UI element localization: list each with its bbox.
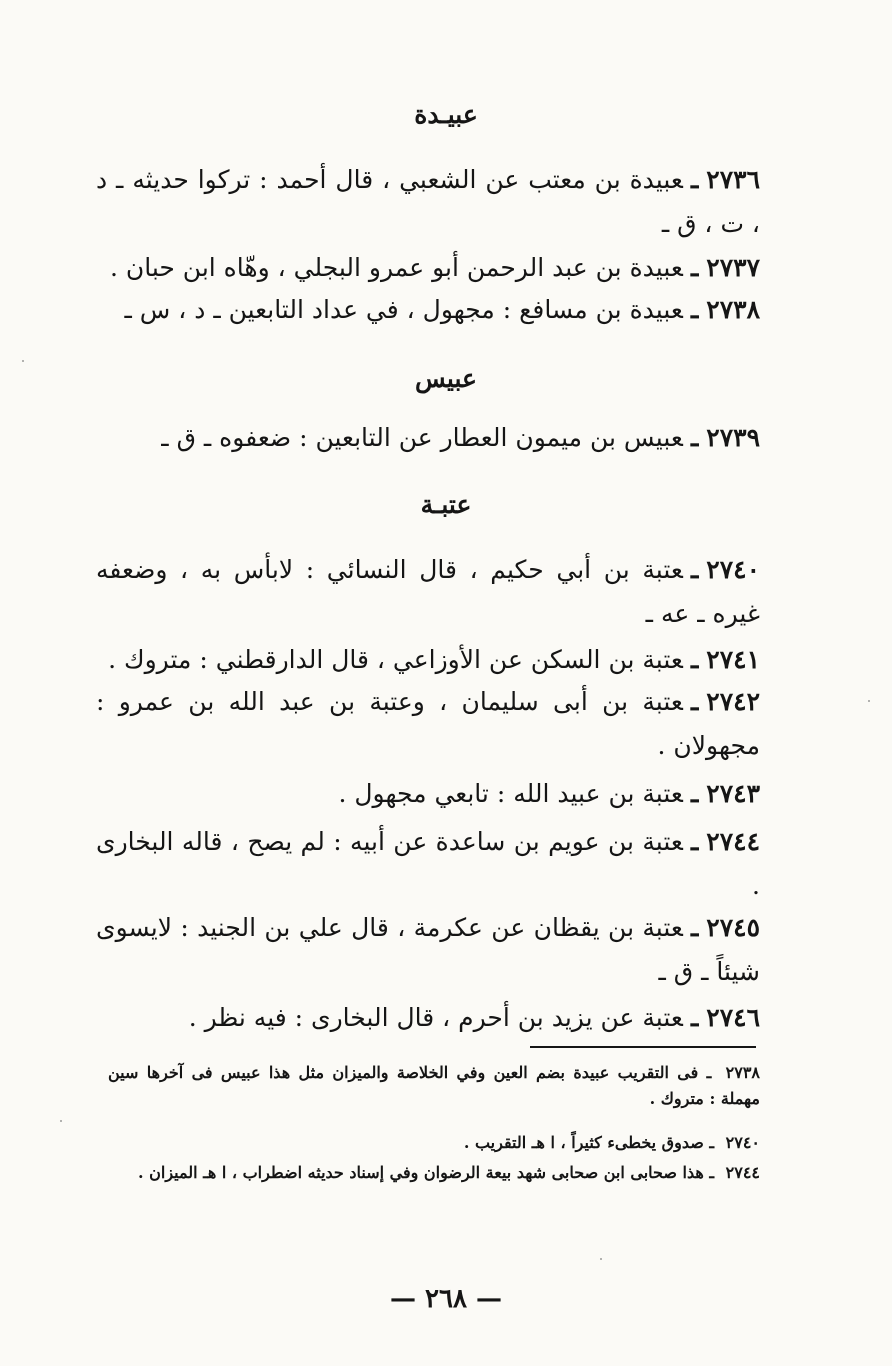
entry-number: ٢٧٤٣ xyxy=(706,779,760,808)
scan-speck xyxy=(868,700,870,702)
section-heading-ubays: عبيس xyxy=(415,364,477,393)
entry-text: عبيدة بن معتب عن الشعبي ، قال أحمد : تركوا حديثه ـ د ، ت ، ق ـ xyxy=(96,165,760,238)
entry-2742: ٢٧٤٢ـعتبة بن أبى سليمان ، وعتبة بن عبد الله بن عمرو : مجهولان . xyxy=(96,687,760,760)
entry-number: ٢٧٤٤ xyxy=(706,827,760,856)
entry-2737: ٢٧٣٧ـعبيدة بن عبد الرحمن أبو عمرو البجلي ، وهّاه ابن حبان . xyxy=(109,253,760,282)
footnote-2740: ٢٧٤٠ ـ صدوق يخطىء كثيراً ، ا هـ التقريب . xyxy=(463,1133,760,1152)
entry-text: عتبة بن يقظان عن عكرمة ، قال علي بن الجنيد : لايسوى شيئاً ـ ق ـ xyxy=(96,913,760,986)
footnote-separator xyxy=(530,1046,756,1048)
entry-number: ٢٧٤٥ xyxy=(706,913,760,942)
entry-2736: ٢٧٣٦ـعبيدة بن معتب عن الشعبي ، قال أحمد : تركوا حديثه ـ د ، ت ، ق ـ xyxy=(96,165,760,238)
entry-text: عتبة بن عبيد الله : تابعي مجهول . xyxy=(338,779,683,808)
entry-2743: ٢٧٤٣ـعتبة بن عبيد الله : تابعي مجهول . xyxy=(338,779,760,808)
entry-2738: ٢٧٣٨ـعبيدة بن مسافع : مجهول ، في عداد التابعين ـ د ، س ـ xyxy=(124,295,760,324)
footnote-number: ٢٧٣٨ xyxy=(725,1063,761,1082)
entry-2744: ٢٧٤٤ـعتبة بن عويم بن ساعدة عن أبيه : لم يصح ، قاله البخارى . xyxy=(96,827,760,900)
footnote-text: هذا صحابى ابن صحابى شهد بيعة الرضوان وفي إسناد حديثه اضطراب ، ا هـ الميزان . xyxy=(138,1163,704,1182)
section-heading-ubayda: عبيـدة xyxy=(414,100,478,129)
entry-number: ٢٧٣٦ xyxy=(706,165,760,194)
footnote-number: ٢٧٤٠ xyxy=(725,1133,760,1152)
entry-text: عبيس بن ميمون العطار عن التابعين : ضعفوه ـ ق ـ xyxy=(161,423,683,452)
scan-speck xyxy=(60,1120,62,1122)
entry-number: ٢٧٣٨ xyxy=(706,295,760,324)
footnote-text: صدوق يخطىء كثيراً ، ا هـ التقريب . xyxy=(463,1133,704,1152)
footnote-2738: ٢٧٣٨ ـ فى التقريب عبيدة بضم العين وفي الخلاصة والميزان مثل هذا عبيس فى آخرها سين مهملة : متروك . xyxy=(108,1063,761,1108)
entry-number: ٢٧٤٠ xyxy=(706,555,760,584)
entry-2741: ٢٧٤١ـعتبة بن السكن عن الأوزاعي ، قال الدارقطني : متروك . xyxy=(108,645,760,674)
scan-speck xyxy=(22,360,24,362)
entry-text: عبيدة بن عبد الرحمن أبو عمرو البجلي ، وهّاه ابن حبان . xyxy=(109,253,683,282)
footnote-2744: ٢٧٤٤ ـ هذا صحابى ابن صحابى شهد بيعة الرضوان وفي إسناد حديثه اضطراب ، ا هـ الميزان . xyxy=(138,1163,760,1182)
entry-number: ٢٧٤٢ xyxy=(706,687,760,716)
section-heading-utba: عتبـة xyxy=(420,490,472,519)
entry-2740: ٢٧٤٠ـعتبة بن أبي حكيم ، قال النسائي : لابأس به ، وضعفه غيره ـ عه ـ xyxy=(96,555,760,628)
entry-number: ٢٧٤٦ xyxy=(706,1003,760,1032)
entry-text: عتبة بن أبى سليمان ، وعتبة بن عبد الله بن عمرو : مجهولان . xyxy=(96,687,760,760)
entry-text: عبيدة بن مسافع : مجهول ، في عداد التابعين ـ د ، س ـ xyxy=(124,295,683,324)
entry-2746: ٢٧٤٦ـعتبة عن يزيد بن أحرم ، قال البخارى : فيه نظر . xyxy=(188,1003,760,1032)
entry-number: ٢٧٣٧ xyxy=(706,253,760,282)
entry-text: عتبة بن أبي حكيم ، قال النسائي : لابأس به ، وضعفه غيره ـ عه ـ xyxy=(96,555,760,628)
entry-text: عتبة عن يزيد بن أحرم ، قال البخارى : فيه نظر . xyxy=(188,1003,683,1032)
entry-2745: ٢٧٤٥ـعتبة بن يقظان عن عكرمة ، قال علي بن الجنيد : لايسوى شيئاً ـ ق ـ xyxy=(96,913,760,986)
entry-text: عتبة بن عويم بن ساعدة عن أبيه : لم يصح ، قاله البخارى . xyxy=(96,827,760,900)
scan-speck xyxy=(600,1258,602,1260)
page-number: — ٢٦٨ — xyxy=(389,1284,503,1314)
entry-number: ٢٧٤١ xyxy=(706,645,760,674)
footnote-number: ٢٧٤٤ xyxy=(725,1163,760,1182)
entry-number: ٢٧٣٩ xyxy=(706,423,760,452)
entry-text: عتبة بن السكن عن الأوزاعي ، قال الدارقطني : متروك . xyxy=(108,645,683,674)
footnote-text: فى التقريب عبيدة بضم العين وفي الخلاصة والميزان مثل هذا عبيس فى آخرها سين مهملة : متروك . xyxy=(108,1063,760,1108)
entry-2739: ٢٧٣٩ـعبيس بن ميمون العطار عن التابعين : ضعفوه ـ ق ـ xyxy=(161,423,760,452)
